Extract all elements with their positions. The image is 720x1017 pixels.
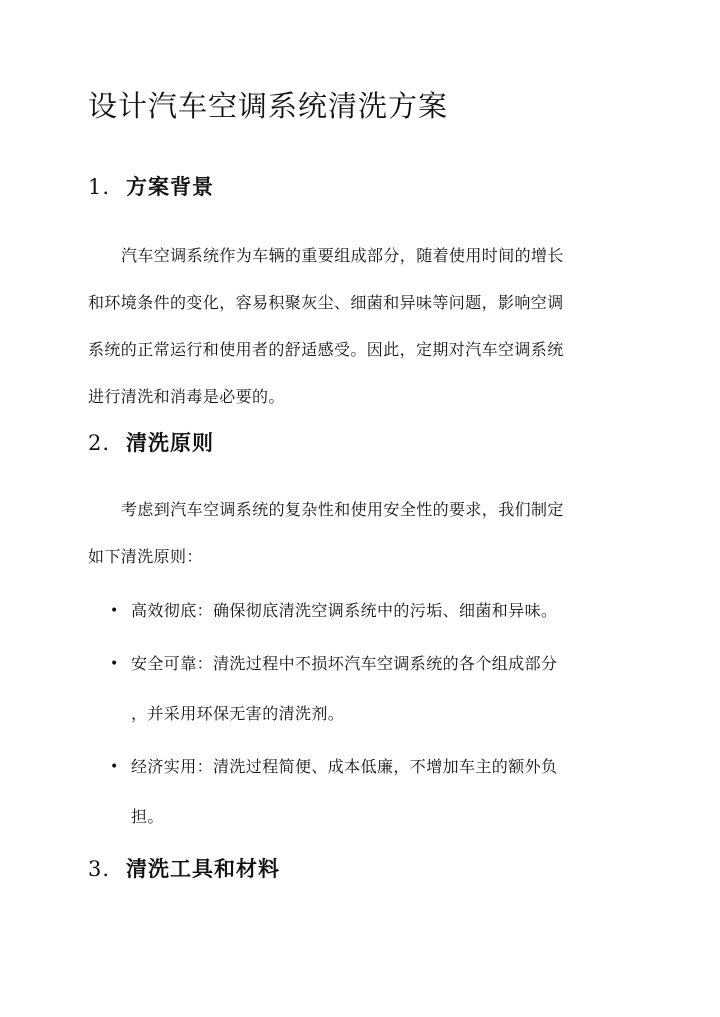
- paragraph-line: 系统的正常运行和使用者的舒适感受。因此，定期对汽车空调系统: [88, 340, 564, 359]
- bullet-icon: •: [110, 603, 119, 619]
- section-number: 1.: [88, 175, 111, 199]
- principles-paragraph: [88, 486, 632, 580]
- paragraph-line: 如下清洗原则：: [88, 547, 203, 566]
- paragraph-line: 汽车空调系统作为车辆的重要组成部分，随着使用时间的增长: [121, 246, 564, 265]
- list-item: [88, 742, 648, 842]
- section-heading-principles: [88, 428, 648, 458]
- section-title: 清洗原则: [126, 430, 214, 455]
- section-heading-background: [88, 172, 648, 202]
- bullet-icon: •: [110, 656, 119, 672]
- document-title: 设计汽车空调系统清洗方案: [88, 89, 449, 123]
- section-heading-tools: [88, 854, 648, 884]
- background-paragraph: [88, 232, 632, 420]
- section-number: 2.: [88, 431, 111, 455]
- list-item: [88, 639, 648, 739]
- list-item-text: ，并采用环保无害的清洗剂。: [131, 704, 345, 723]
- list-item: [88, 586, 648, 636]
- principles-list: [88, 586, 648, 842]
- section-title: 清洗工具和材料: [126, 856, 280, 881]
- list-item-text: 安全可靠：清洗过程中不损坏汽车空调系统的各个组成部分: [131, 654, 558, 673]
- list-item-text: 担。: [131, 807, 164, 826]
- section-number: 3.: [88, 857, 111, 881]
- paragraph-line: 和环境条件的变化，容易积聚灰尘、细菌和异味等问题，影响空调: [88, 293, 564, 312]
- paragraph-line: 进行清洗和消毒是必要的。: [88, 387, 285, 406]
- list-item-text: 经济实用：清洗过程简便、成本低廉，不增加车主的额外负: [131, 757, 558, 776]
- list-item-text: 高效彻底：确保彻底清洗空调系统中的污垢、细菌和异味。: [131, 601, 558, 620]
- paragraph-line: 考虑到汽车空调系统的复杂性和使用安全性的要求，我们制定: [121, 500, 564, 519]
- bullet-icon: •: [110, 759, 119, 775]
- section-title: 方案背景: [126, 174, 214, 199]
